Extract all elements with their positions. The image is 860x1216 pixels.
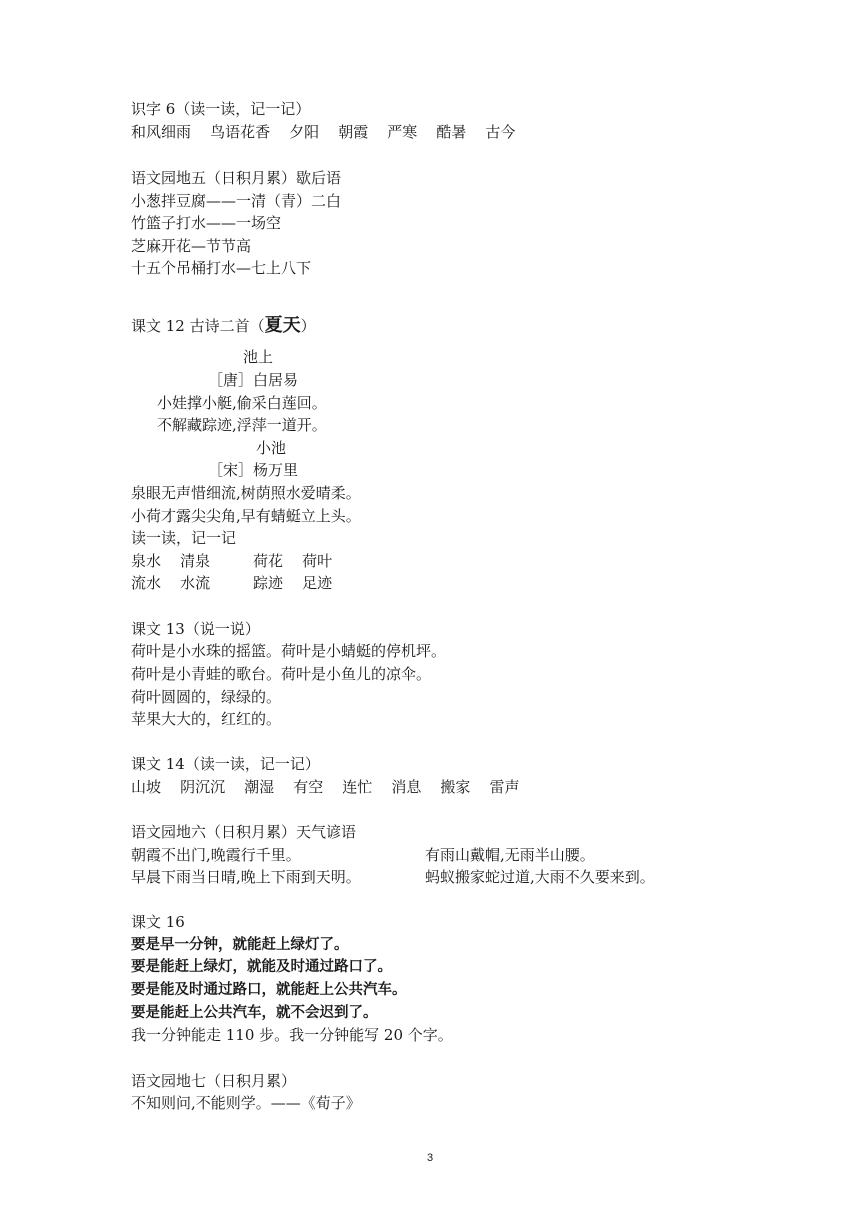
poem-line: 小荷才露尖尖角,早有蜻蜓立上头。: [131, 507, 361, 525]
section-heading: 识字 6（读一读，记一记）: [131, 100, 311, 118]
heading-season: 夏天: [264, 315, 301, 336]
poem-author: ［宋］杨万里: [208, 461, 299, 479]
bold-sentence: 要是能赶上绿灯，就能及时通过路口了。: [131, 959, 392, 975]
text-line: 荷叶是小青蛙的歌台。荷叶是小鱼儿的凉伞。: [131, 665, 432, 683]
proverb: 有雨山戴帽,无雨半山腰。: [425, 846, 595, 864]
word-pair: 流水 水流: [131, 574, 211, 592]
poem-author: ［唐］白居易: [208, 371, 299, 389]
bold-sentence: 要是早一分钟，就能赶上绿灯了。: [131, 937, 349, 953]
xiehouyu-line: 小葱拌豆腐——一清（青）二白: [131, 192, 342, 210]
poem-line: 泉眼无声惜细流,树荫照水爱晴柔。: [131, 484, 361, 502]
poem-title: 池上: [243, 348, 274, 366]
text-line: 我一分钟能走 110 步。我一分钟能写 20 个字。: [131, 1026, 453, 1044]
section-heading: 语文园地七（日积月累）: [131, 1072, 297, 1090]
text-line: 荷叶是小水珠的摇篮。荷叶是小蜻蜓的停机坪。: [131, 642, 447, 660]
xiehouyu-line: 竹篮子打水——一场空: [131, 214, 282, 232]
poem-line: 不解藏踪迹,浮萍一道开。: [157, 416, 327, 434]
xiehouyu-line: 十五个吊桶打水—七上八下: [131, 259, 312, 277]
section-heading: 课文 14（读一读，记一记）: [131, 755, 320, 773]
heading-text: 课文 12 古诗二首（: [131, 317, 265, 335]
text-line: 荷叶圆圆的，绿绿的。: [131, 688, 282, 706]
proverb: 早晨下雨当日晴,晚上下雨到天明。: [131, 868, 361, 886]
word-pair: 踪迹 足迹: [253, 574, 333, 592]
text-line: 苹果大大的，红红的。: [131, 710, 282, 728]
word-list: 和风细雨 鸟语花香 夕阳 朝霞 严寒 酷暑 古今: [131, 123, 516, 141]
quote-line: 不知则问,不能则学。——《荀子》: [131, 1094, 361, 1112]
section-heading: [131, 316, 316, 338]
bold-sentence: 要是能及时通过路口，就能赶上公共汽车。: [131, 982, 407, 998]
section-heading: 语文园地五（日积月累）歇后语: [131, 169, 342, 187]
word-pair: 荷花 荷叶: [253, 552, 333, 570]
heading-close: ）: [300, 317, 316, 335]
page-number: 3: [426, 1152, 434, 1164]
subsection-heading: 读一读，记一记: [131, 529, 237, 547]
section-heading: 课文 13（说一说）: [131, 620, 260, 638]
proverb: 蚂蚁搬家蛇过道,大雨不久要来到。: [425, 868, 655, 886]
poem-title: 小池: [256, 439, 287, 457]
section-heading: 课文 16: [131, 913, 185, 931]
proverb: 朝霞不出门,晚霞行千里。: [131, 846, 301, 864]
poem-line: 小娃撑小艇,偷采白莲回。: [157, 394, 327, 412]
section-heading: 语文园地六（日积月累）天气谚语: [131, 823, 357, 841]
word-list: 山坡 阴沉沉 潮湿 有空 连忙 消息 搬家 雷声: [131, 778, 520, 796]
xiehouyu-line: 芝麻开花—节节高: [131, 237, 252, 255]
word-pair: 泉水 清泉: [131, 552, 211, 570]
bold-sentence: 要是能赶上公共汽车，就不会迟到了。: [131, 1005, 378, 1021]
